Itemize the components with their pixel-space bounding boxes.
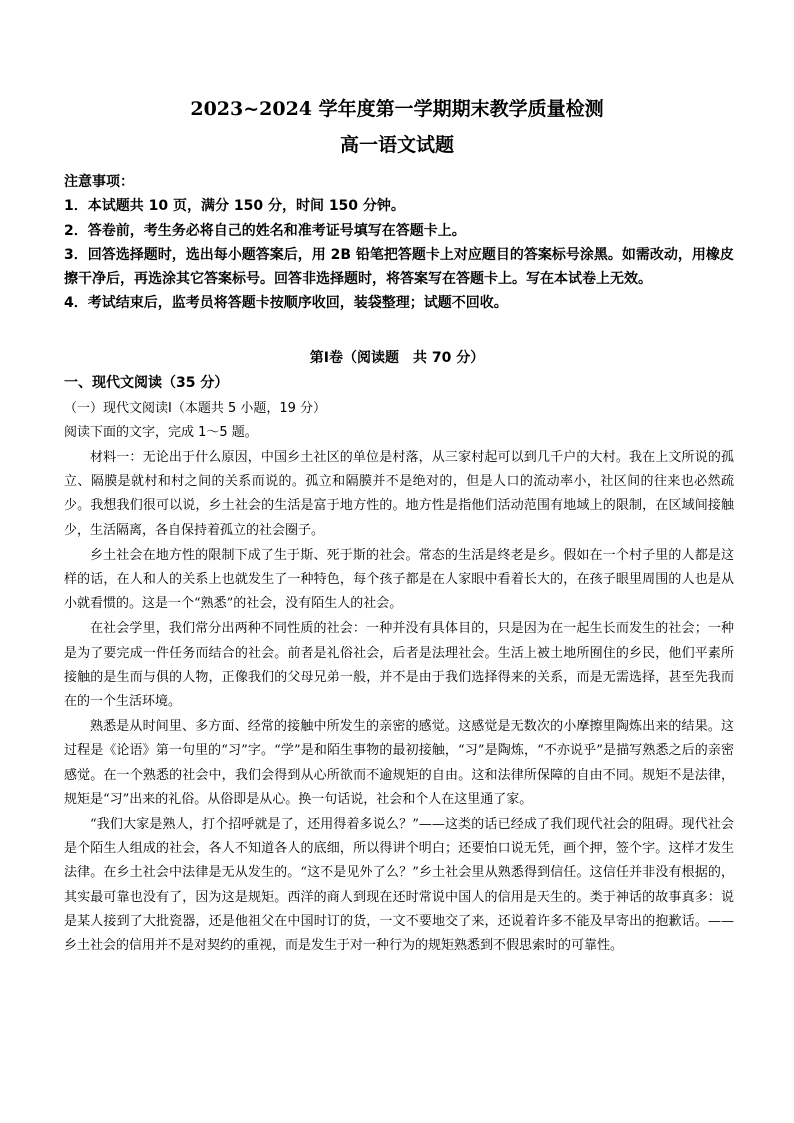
section-title: 一、现代文阅读（35 分） (64, 375, 229, 391)
notes-block (64, 170, 734, 316)
section-instruction: 阅读下面的文字，完成 1～5 题。 (64, 425, 258, 440)
section-subtitle: （一）现代文阅读Ⅰ（本题共 5 小题，19 分） (64, 401, 327, 416)
note-item-2: 2．答卷前，考生务必将自己的姓名和准考证号填写在答题卡上。 (64, 222, 466, 239)
exam-title: 2023~2024 学年度第一学期期末教学质量检测 (190, 98, 604, 120)
notes-heading: 注意事项： (64, 174, 134, 190)
passage-paragraph-2: 乡土社会在地方性的限制下成了生于斯、死于斯的社会。常态的生活是终老是乡。假如在一个村子里的人都是这样的话，在人和人的关系上也就发生了一种特色，每个孩子都是在人家眼中看着长大的，在孩子眼里周围的人也是从小就看惯的。这是一个“熟悉”的社会，没有陌生人的社会。 (64, 547, 734, 612)
passage-paragraph-1: 材料一：无论出于什么原因，中国乡土社区的单位是村落，从三家村起可以到几千户的大村。我在上文所说的孤立、隔膜是就村和村之间的关系而说的。孤立和隔膜并不是绝对的，但是人口的流动率小，社区间的往来也必然疏少。我想我们很可以说，乡土社会的生活是富于地方性的。地方性是指他们活动范围有地域上的限制，在区域间接触少，生活隔离，各自保持着孤立的社会圈子。 (64, 450, 734, 538)
note-item-3: 3．回答选择题时，选出每小题答案后，用 2B 铅笔把答题卡上对应题目的答案标号涂黑。如需改动，用橡皮擦干净后，再选涂其它答案标号。回答非选择题时，将答案写在答题卡上。写在本试卷上无效。 (64, 246, 734, 288)
passage-paragraph-5: “我们大家是熟人，打个招呼就是了，还用得着多说么？”——这类的话已经成了我们现代社会的阻碍。现代社会是个陌生人组成的社会，各人不知道各人的底细，所以得讲个明白；还要怕口说无凭，画个押，签个字。这样才发生法律。在乡土社会中法律是无从发生的。“这不是见外了么？”乡土社会里从熟悉得到信任。这信任并非没有根据的，其实最可靠也没有了，因为这是规矩。西洋的商人到现在还时常说中国人的信用是天生的。类于神话的故事真多：说是某人接到了大批瓷器，还是他祖父在中国时订的货，一文不要地交了来，还说着许多不能及早寄出的抱歉话。——乡土社会的信用并不是对契约的重视，而是发生于对一种行为的规矩熟悉到不假思索时的可靠性。 (64, 817, 734, 954)
note-item-4: 4．考试结束后，监考员将答题卡按顺序收回，装袋整理；试题不回收。 (64, 295, 508, 312)
note-item-1: 1．本试题共 10 页，满分 150 分，时间 150 分钟。 (64, 198, 405, 215)
passage-paragraph-3: 在社会学里，我们常分出两种不同性质的社会：一种并没有具体目的，只是因为在一起生长而发生的社会；一种是为了要完成一件任务而结合的社会。前者是礼俗社会，后者是法理社会。生活上被土地所囿住的乡民，他们平素所接触的是生而与俱的人物，正像我们的父母兄弟一般，并不是由于我们选择得来的关系，而是无需选择，甚至先我而在的一个生活环境。 (64, 621, 734, 710)
passage-body (64, 446, 734, 959)
part-title: 第Ⅰ卷（阅读题 共 70 分） (309, 350, 485, 366)
passage-paragraph-4: 熟悉是从时间里、多方面、经常的接触中所发生的亲密的感觉。这感觉是无数次的小摩擦里陶炼出来的结果。这过程是《论语》第一句里的“习”字。“学”是和陌生事物的最初接触，“习”是陶炼，“不亦说乎”是描写熟悉之后的亲密感觉。在一个熟悉的社会中，我们会得到从心所欲而不逾规矩的自由。这和法律所保障的自由不同。规矩不是法律，规矩是“习”出来的礼俗。从俗即是从心。换一句话说，社会和个人在这里通了家。 (64, 719, 734, 807)
exam-subtitle: 高一语文试题 (339, 134, 454, 156)
